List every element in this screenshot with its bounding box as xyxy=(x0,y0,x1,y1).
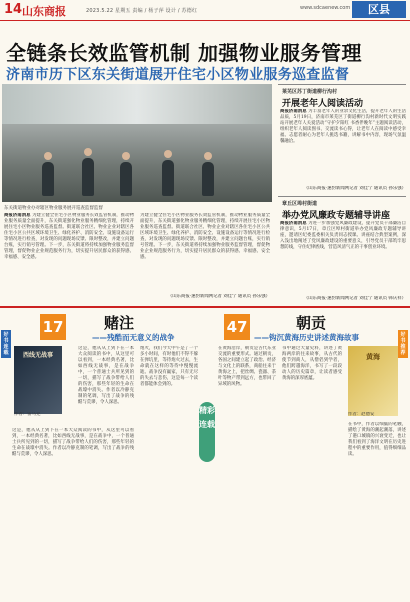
lower-left-author: 作者：雷马克 xyxy=(14,412,41,417)
story2-end-byline: （山东商报·速豹新闻网记者 刘佳宁 通讯员 孙乐强） xyxy=(303,186,406,191)
section-badge: 区县 xyxy=(352,1,406,18)
lead-end-byline: （山东商报·速豹新闻网记者 刘佳宁 通讯员 孙乐强） xyxy=(167,294,270,299)
lead-headline: 全链条长效监管机制 加强物业服务管理 xyxy=(6,41,362,65)
story2-kicker: 莱芜区苏丁街道柳行沟村 xyxy=(282,89,338,95)
center-label xyxy=(199,402,215,462)
lower-left-badge: 17 xyxy=(40,314,66,340)
story2-title: 开展老年人阅读活动 xyxy=(282,99,364,109)
lower-right-col3: 在书中，作者以细腻的笔触，描绘了黄海的潮起潮落，讲述了港口城镇的兴衰变迁，也让我们看到了海洋文明在历史进程中的重要作用，值得细细品读。 xyxy=(348,422,406,457)
lower-left-subtitle: ——残酷而无意义的战争 xyxy=(92,333,175,342)
lead-photo xyxy=(2,84,272,202)
story3-body: 为进一步加强党风廉政建设，提升党员干部廉洁自律意识，5月17日，章丘区埠村街道举办党风廉政专题辅导讲座，邀请区纪委监委相关负责同志授课。讲座结合典型案例，深入浅出地阐述了党风廉政建设的重要意义，引导党员干部筑牢思想防线，守住纪律底线，营造风清气正的干事创业环境。 xyxy=(280,221,406,250)
lower-right-book-title: 黄海 xyxy=(366,352,380,361)
lower-right-title: 朝贡 xyxy=(296,314,327,332)
lower-left-col1-top: 这是，他从从上到下在一本大众阅读的书中，从这里可以看到，一本经典名著，比如西线无战事，是在战争中，一个普通士兵所见到的一切，描写了战争带给人们的伤害，那些年轻的生命在战壕中消失。作者以冷静克制的笔调，写出了战争的残酷与荒谬，令人深思。 xyxy=(78,346,134,405)
story3-rule xyxy=(278,196,406,197)
paper-name: 山东商报 xyxy=(22,5,66,18)
lead-body-col1 xyxy=(4,213,134,301)
lower-left-title: 赌注 xyxy=(104,314,135,332)
story2-rule xyxy=(278,84,406,85)
lower-left-col1: 这是，他从从上到下在一本大众阅读的书中，从这里可以看到，一本经典名著，比如西线无战事，是在战争中，一个普通士兵所见到的一切，描写了战争带给人们的伤害，那些年轻的生命在战壕中消失。作者以冷静克制的笔调，写出了战争的残酷与荒谬，令人深思。 xyxy=(12,428,134,457)
lower-right-col1: 在黄海沿岸，朝贡是古代东亚交流的重要形式。通过朝贡，各国之间建立起了政治、经济与文化上的联系，商船往来于黄海之上，把丝绸、瓷器、茶叶等物产带到远方，也带回了异域的风物。 xyxy=(218,346,276,387)
story3-body-block xyxy=(280,221,406,295)
lower-left-book-cover xyxy=(14,346,62,414)
lower-right-side-label: 好 书 推 荐 xyxy=(398,330,408,358)
lower-right-subtitle: ——钩沉黄海历史讲述黄海故事 xyxy=(254,333,359,342)
section-divider xyxy=(0,306,410,308)
story3-byline: 商报济南消息 xyxy=(280,221,307,226)
story3-kicker: 章丘区埠村街道 xyxy=(282,201,318,207)
lead-body-col2 xyxy=(140,213,270,293)
story3-title: 举办党风廉政专题辅导讲座 xyxy=(282,211,391,221)
lead-subheadline: 济南市历下区东关街道展开住宅小区物业服务巡查监督 xyxy=(6,67,350,83)
story3-end-byline: （山东商报·速豹新闻网记者 刘佳宁 通讯员 韩庆祥） xyxy=(303,296,406,301)
lower-left-side-label: 好 书 连 载 xyxy=(1,330,11,358)
lower-right-col2: 书中通过大量史料，讲述了黄海两岸的往来故事，从古代的使节到商人，从僧侣到学者，他们跨越海洋，书写了一段段动人的历史篇章，让读者感受黄海的深厚底蕴。 xyxy=(282,346,342,381)
lower-right-author: 作者：赵德安 xyxy=(348,412,375,417)
page-number: 14 xyxy=(4,2,23,17)
lead-body: 为建立健全住宅小区物业服务长效监管机制，推动物业服务质量全面提升，东关街道强化物业服务精细化管理，持续开展住宅小区物业服务巡查监督。街道联合社区、物业企业对辖区各住宅小区公共区域环境卫生、绿化养护、消防安全、设施设备运行等情况进行检查，对发现的问题现场反馈、限时整改，并建立问题台账，实行销号管理。下一步，东关街道将持续加强物业服务监督管理，督促物业企业规范服务行为，切实提升居民群众的获得感、幸福感、安全感。 xyxy=(4,213,134,260)
story2-byline: 商报济南消息 xyxy=(280,109,307,114)
site-url: www.sdcaenew.com xyxy=(300,5,351,11)
lower-right-badge: 47 xyxy=(224,314,250,340)
issue-meta: 2023.5.22 星期五 责编 / 杨子萍 设计 / 苏德红 xyxy=(86,8,198,14)
story2-body: 为丰富老年人的业余文化生活，提升老年人的生活品质，5月19日，济南市莱芜区丁街道柳行沟村新时代文明实践站开展老年人关爱活动“守护夕阳红 书香伴晚年”主题阅读活动，组织老年人阅读图书、交流读书心得，让老年人在阅读中感受幸福。志愿者耐心为老年人挑选书籍，讲解书中内容，现场气氛温馨融洽。 xyxy=(280,109,406,144)
story2-body-block xyxy=(280,109,406,185)
lead-byline: 商报济南消息 xyxy=(4,213,31,218)
lead-body-continued: 为建立健全住宅小区物业服务长效监管机制，推动物业服务质量全面提升，东关街道强化物业服务精细化管理，持续开展住宅小区物业服务巡查监督。街道联合社区、物业企业对辖区各住宅小区公共区域环境卫生、绿化养护、消防安全、设施设备运行等情况进行检查，对发现的问题现场反馈、限时整改，并建立问题台账，实行销号管理。下一步，东关街道将持续加强物业服务监督管理，督促物业企业规范服务行为，切实提升居民群众的获得感、幸福感、安全感。 xyxy=(140,213,270,260)
lower-left-col2: 炮火，我们今天中午是了一个多小时间，有时他们不得不躲在弹坑里，等待炮火过去，生命就在这样的等待中慢慢流逝。战争没有赢家，只有无尽的失去与悲伤，这是每一个读者都能体会到的。 xyxy=(140,346,198,387)
center-label-text: 精彩连载 xyxy=(199,402,215,462)
lead-photo-caption: 东关街道物业办对辖区物业服务展开巡查监督监督 xyxy=(4,206,103,211)
lower-left-book-title: 西线无战事 xyxy=(22,352,53,359)
lower-right-book-cover xyxy=(348,346,398,416)
